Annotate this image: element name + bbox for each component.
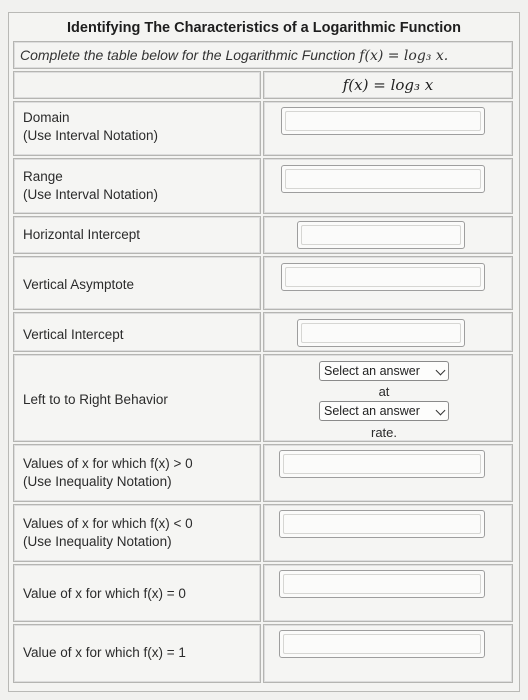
- range-label-text: Range: [23, 169, 63, 184]
- instructions-row: [13, 41, 513, 69]
- negative-input[interactable]: [279, 510, 485, 538]
- v-asymptote-label: Vertical Asymptote: [23, 277, 135, 292]
- column-header-text: f(x) = log₃ x: [342, 76, 434, 94]
- positive-label-text: Values of x for which f(x) > 0: [23, 456, 193, 471]
- h-intercept-input[interactable]: [297, 221, 465, 249]
- instructions-text: Complete the table below for the Logarithmic Function: [20, 47, 356, 63]
- zero-label: Value of x for which f(x) = 0: [23, 586, 186, 601]
- question-panel: [8, 12, 520, 692]
- negative-label-text: Values of x for which f(x) < 0: [23, 516, 193, 531]
- behavior-direction-select[interactable]: [319, 361, 449, 381]
- chevron-down-icon: [436, 366, 446, 376]
- positive-input[interactable]: [279, 450, 485, 478]
- behavior-rate-select[interactable]: [319, 401, 449, 421]
- h-intercept-label: Horizontal Intercept: [23, 227, 141, 242]
- behavior-rate-select-text: Select an answer: [324, 404, 420, 418]
- zero-input[interactable]: [279, 570, 485, 598]
- header-empty-cell: [13, 71, 261, 99]
- page-title: Identifying The Characteristics of a Logarithmic Function: [67, 20, 461, 36]
- positive-note-text: (Use Inequality Notation): [23, 474, 172, 489]
- row-range-label: [23, 168, 158, 204]
- domain-note-text: (Use Interval Notation): [23, 128, 159, 143]
- v-intercept-label: Vertical Intercept: [23, 327, 124, 342]
- domain-label-text: Domain: [23, 110, 70, 125]
- row-domain-label: [23, 109, 158, 145]
- behavior-suffix: rate.: [370, 425, 397, 440]
- one-label: Value of x for which f(x) = 1: [23, 645, 186, 660]
- function-expression: f(x) = log₃ x.: [359, 48, 449, 64]
- behavior-label: Left to to Right Behavior: [23, 392, 168, 407]
- behavior-direction-select-text: Select an answer: [324, 364, 420, 378]
- range-input[interactable]: [281, 165, 485, 193]
- one-input[interactable]: [279, 630, 485, 658]
- v-intercept-input[interactable]: [297, 319, 465, 347]
- column-header: [263, 71, 513, 99]
- positive-label: [23, 455, 193, 491]
- domain-input[interactable]: [281, 107, 485, 135]
- v-asymptote-input[interactable]: [281, 263, 485, 291]
- negative-note-text: (Use Inequality Notation): [23, 534, 172, 549]
- behavior-connector: at: [378, 384, 390, 399]
- range-note-text: (Use Interval Notation): [23, 187, 159, 202]
- negative-label: [23, 515, 193, 551]
- chevron-down-icon: [436, 406, 446, 416]
